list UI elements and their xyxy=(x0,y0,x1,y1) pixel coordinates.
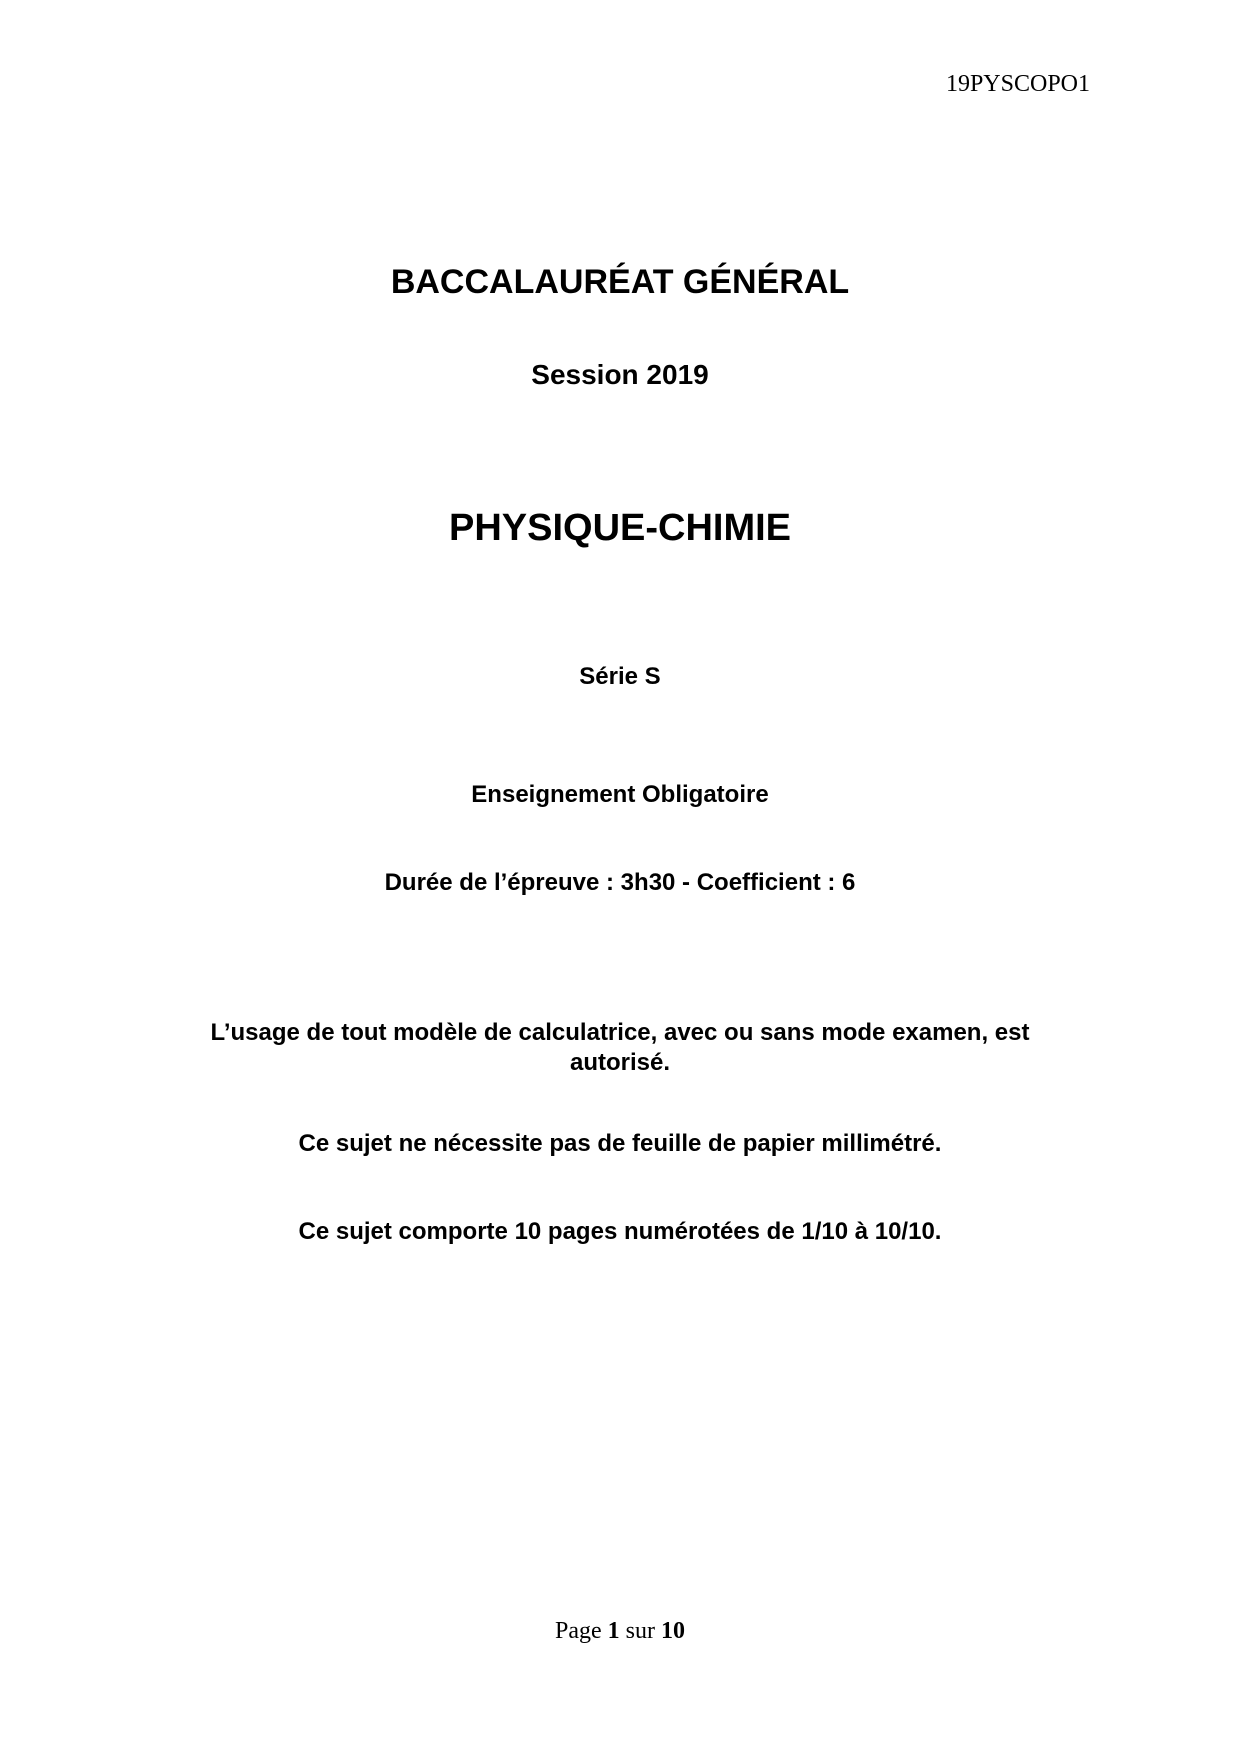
serie-label: Série S xyxy=(579,663,661,690)
calculator-notice-line-2: autorisé. xyxy=(569,1049,671,1076)
page-count-notice: Ce sujet comporte 10 pages numérotées de 1/10 à 10/10. xyxy=(298,1218,942,1245)
page-number: 1 xyxy=(607,1618,620,1644)
page-footer xyxy=(0,1617,1240,1646)
calculator-notice xyxy=(0,1018,1240,1078)
graph-paper-notice: Ce sujet ne nécessite pas de feuille de papier millimétré. xyxy=(298,1130,942,1157)
exam-title: BACCALAURÉAT GÉNÉRAL xyxy=(390,263,850,301)
calculator-notice-line-1: L’usage de tout modèle de calculatrice, avec ou sans mode examen, est xyxy=(210,1019,1030,1046)
page-label: Page xyxy=(555,1618,602,1644)
session-label: Session 2019 xyxy=(531,359,709,390)
page-total: 10 xyxy=(661,1618,685,1644)
sur-label: sur xyxy=(625,1618,655,1644)
document-code: 19PYSCOPO1 xyxy=(945,71,1090,97)
enseignement-label: Enseignement Obligatoire xyxy=(471,781,769,808)
subject-title: PHYSIQUE-CHIMIE xyxy=(448,507,792,549)
duration-coefficient: Durée de l’épreuve : 3h30 - Coefficient : 6 xyxy=(384,869,856,896)
